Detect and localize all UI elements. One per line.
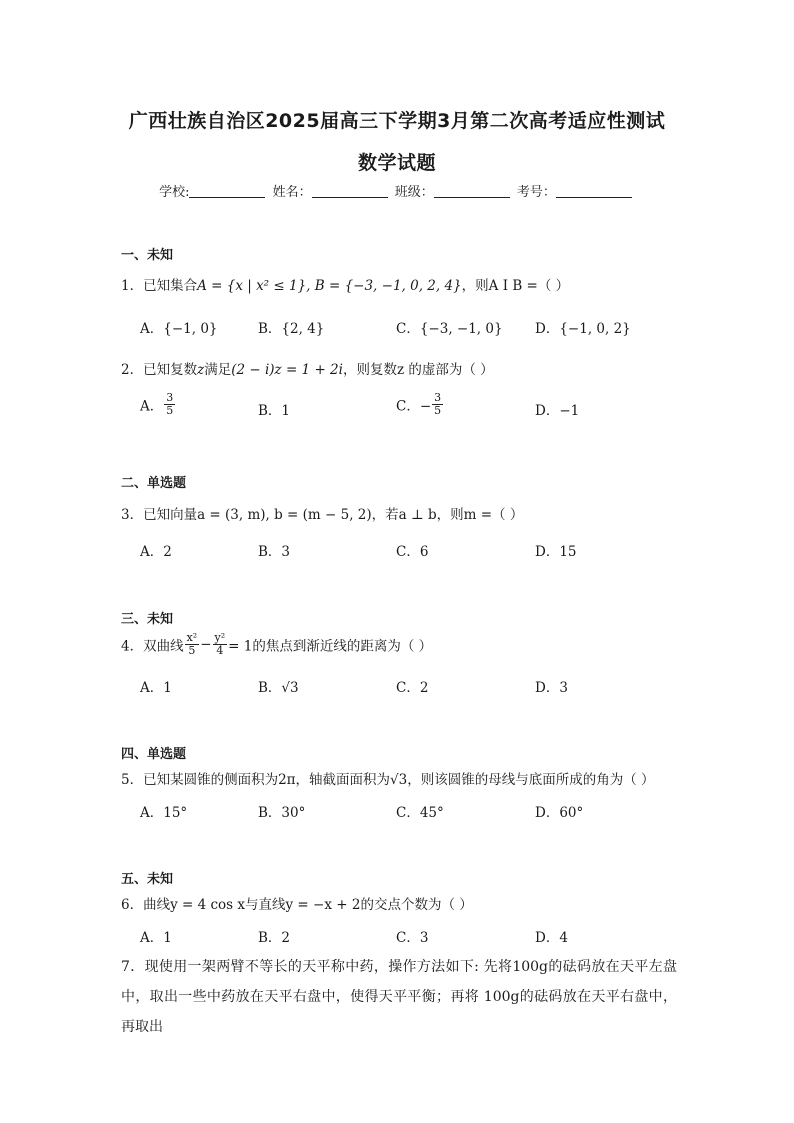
- exam-title: 广西壮族自治区2025届高三下学期3月第二次高考适应性测试: [128, 110, 666, 132]
- school-label: 学校:: [159, 185, 190, 200]
- denominator: 5: [166, 404, 174, 417]
- section-heading-1: 一、未知: [121, 248, 174, 263]
- question-text: = 1的焦点到渐近线的距离为（ ）: [228, 638, 433, 655]
- class-label: 班级：: [394, 185, 434, 200]
- option-a: A．{−1, 0}: [140, 321, 218, 337]
- section-heading-2: 二、单选题: [121, 476, 187, 491]
- question-5: [121, 768, 655, 788]
- question-1-options: [0, 317, 794, 347]
- option-a: A．1: [140, 680, 172, 696]
- denominator: 4: [216, 644, 224, 657]
- name-label: 姓名：: [272, 185, 312, 200]
- option-c: C．6: [396, 544, 429, 560]
- question-1: [121, 274, 569, 294]
- student-info-line: [0, 181, 794, 200]
- question-text: 已知集合: [143, 278, 198, 294]
- question-3-options: [0, 540, 794, 570]
- option-d: D．3: [535, 680, 568, 696]
- question-text: ，则复数z 的虚部为（ ）: [342, 362, 494, 378]
- math-expression: A = {x | x² ≤ 1}: [197, 278, 307, 294]
- option-c: C．{−3, −1, 0}: [396, 321, 503, 337]
- question-6: [121, 893, 473, 913]
- name-blank: [312, 185, 388, 198]
- option-c: C．3: [396, 930, 429, 946]
- exam-number-label: 考号：: [516, 185, 556, 200]
- option-b: B．30°: [258, 805, 306, 821]
- option-d: D．60°: [535, 805, 584, 821]
- option-b: B．2: [258, 930, 291, 946]
- option-d: D．{−1, 0, 2}: [535, 321, 631, 337]
- option-d: D．15: [535, 544, 577, 560]
- math-operator: −: [200, 636, 212, 653]
- option-b: B．3: [258, 544, 291, 560]
- option-b: B．{2, 4}: [258, 321, 325, 337]
- fraction: [213, 632, 228, 657]
- option-c: C．2: [396, 680, 429, 696]
- fraction: [432, 392, 443, 417]
- numerator: x²: [186, 631, 198, 644]
- question-2: [121, 358, 494, 378]
- numerator: 3: [434, 391, 442, 404]
- option-a: A．15°: [140, 805, 188, 821]
- exam-subtitle: 数学试题: [357, 152, 436, 174]
- question-7: 7．现使用一架两臂不等长的天平称中药，操作方法如下: 先将100g的砝码放在天平左盘中，取出一些中药放在天平右盘中，使得天平平衡；再将 100g的砝码放在天平右盘中，再取出: [121, 959, 677, 1035]
- numerator: 3: [166, 391, 174, 404]
- question-number: 4．: [121, 638, 144, 655]
- math-expression: (2 − i)z = 1 + 2i: [231, 362, 343, 378]
- numerator: y²: [214, 631, 226, 644]
- question-3: [121, 503, 523, 523]
- question-text: 已知向量a = (3, m), b = (m − 5, 2)，若a ⊥ b，则m =（ ）: [143, 507, 524, 523]
- option-a: [140, 392, 176, 417]
- fraction: [185, 632, 200, 657]
- question-number: 3．: [121, 507, 144, 523]
- question-5-options: [0, 801, 794, 831]
- option-a: A．1: [140, 930, 172, 946]
- option-label: C．−: [396, 398, 432, 415]
- option-d: D．−1: [535, 403, 580, 419]
- option-a: A．2: [140, 544, 172, 560]
- option-d: D．4: [535, 930, 568, 946]
- question-text: 满足: [204, 362, 232, 378]
- option-label: A．: [140, 398, 164, 415]
- question-number: 2．: [121, 362, 144, 378]
- math-expression: , B = {−3, −1, 0, 2, 4}: [306, 278, 462, 294]
- denominator: 5: [434, 404, 442, 417]
- question-2-options: [0, 392, 794, 422]
- fraction: [164, 392, 175, 417]
- option-b: B．1: [258, 403, 291, 419]
- section-heading-3: 三、未知: [121, 612, 174, 627]
- option-b: B．√3: [258, 680, 299, 696]
- question-number: 6．: [121, 897, 144, 913]
- section-heading-5: 五、未知: [121, 872, 174, 887]
- question-text: 已知某圆锥的侧面积为2π，轴截面面积为√3，则该圆锥的母线与底面所成的角为（ ）: [143, 772, 655, 788]
- section-heading-4: 四、单选题: [121, 747, 187, 762]
- math-variable: z: [197, 362, 205, 378]
- question-number: 1．: [121, 278, 144, 294]
- exam-number-blank: [556, 185, 632, 198]
- question-4-options: [0, 676, 794, 706]
- question-number: 5．: [121, 772, 144, 788]
- question-text: 双曲线: [143, 638, 184, 655]
- question-text: ，则A I B =（ ）: [461, 278, 570, 294]
- school-blank: [189, 185, 265, 198]
- question-text: 已知复数: [143, 362, 198, 378]
- option-c: C．45°: [396, 805, 444, 821]
- class-blank: [434, 185, 510, 198]
- question-4: [121, 632, 432, 657]
- denominator: 5: [188, 644, 196, 657]
- option-c: [396, 392, 444, 417]
- question-text: 曲线y = 4 cos x与直线y = −x + 2的交点个数为（ ）: [143, 897, 473, 913]
